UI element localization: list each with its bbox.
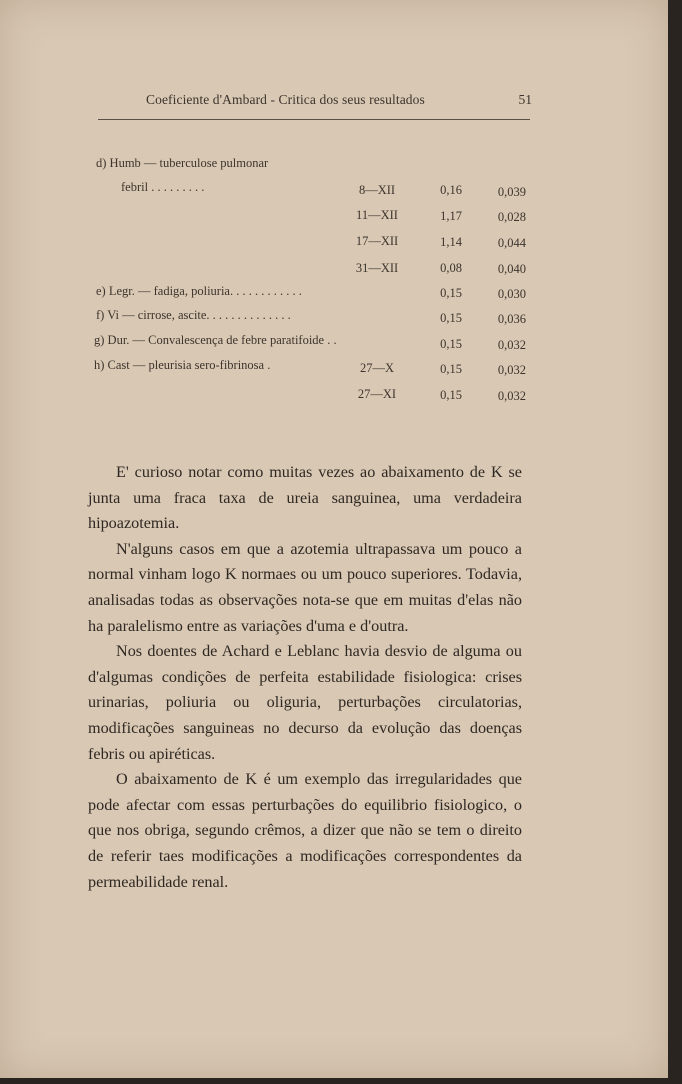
- table-row-value-1: 1,14: [440, 235, 462, 249]
- table-row-value-1: 0,15: [440, 311, 462, 325]
- table-row-value-2: 0,032: [497, 363, 526, 377]
- table-row-label: f) Vi — cirrose, ascite. . . . . . . . . . . . . .: [96, 308, 291, 322]
- table-row-date: 27—X: [359, 361, 395, 375]
- table-row-value-2: 0,040: [497, 262, 526, 276]
- table-row-value-1: 0,15: [440, 388, 462, 402]
- paragraph: N'alguns casos em que a azotemia ultrapassava um pouco a normal vinham logo K normaes ou um pouco superiores. Todavia, analisadas todas as observações nota-se que em muitas d'elas não ha paralelismo entre as variações d'uma e d'outra.: [88, 539, 522, 635]
- table-row-date: 27—XI: [357, 387, 397, 401]
- table-row-date: 8—XII: [358, 183, 396, 197]
- table-row-value-2: 0,039: [497, 185, 526, 199]
- table-row-date: 31—XII: [355, 261, 399, 275]
- table-row-value-2: 0,028: [497, 210, 526, 224]
- table-row-value-1: 0,08: [440, 261, 462, 275]
- table-row-value-1: 0,15: [440, 337, 462, 351]
- table-row-label: e) Legr. — fadiga, poliuria. . . . . . . . . . . .: [96, 284, 302, 298]
- paragraph: E' curioso notar como muitas vezes ao abaixamento de K se junta uma fraca taxa de ureia sanguinea, uma verdadeira hipoazotemia.: [88, 463, 522, 533]
- table-row-date: 17—XII: [355, 234, 399, 248]
- table-row-value-2: 0,032: [497, 389, 526, 403]
- table-row-date: 11—XII: [356, 208, 398, 222]
- table-row-label: febril . . . . . . . . .: [121, 180, 205, 194]
- body-text: [88, 460, 522, 895]
- table-row-label: d) Humb — tuberculose pulmonar: [96, 156, 269, 170]
- table-row-value-2: 0,044: [497, 236, 526, 250]
- table-row-value-1: 0,15: [440, 286, 462, 300]
- table-row-value-1: 1,17: [440, 209, 462, 223]
- page-number: 51: [518, 92, 532, 107]
- table-row-label: h) Cast — pleurisia sero-fibrinosa .: [94, 358, 271, 372]
- paragraph: O abaixamento de K é um exemplo das irregularidades que pode afectar com essas perturbações do equilibrio fisiologico, o que nos obriga, segundo crêmos, a dizer que não se tem o direito de referir taes modificações a modificações correspondentes da permeabilidade renal.: [88, 770, 522, 891]
- table-row-value-1: 0,15: [440, 362, 462, 376]
- table-row-value-2: 0,032: [497, 338, 526, 352]
- table-row-value-2: 0,036: [497, 312, 526, 326]
- results-table: [0, 0, 682, 420]
- running-title: Coeficiente d'Ambard - Critica dos seus resultados: [146, 92, 425, 107]
- table-row-value-2: 0,030: [497, 287, 526, 301]
- table-row-label: g) Dur. — Convalescença de febre paratifoide . .: [94, 333, 337, 347]
- paragraph: Nos doentes de Achard e Leblanc havia desvio de alguma ou d'algumas condições de perfeita estabilidade fisiologica: crises urinarias, poliuria ou oliguria, perturbações circulatorias, modificações sanguineas no decurso da evolução das doenças febris ou apiréticas.: [88, 642, 522, 763]
- table-row-value-1: 0,16: [440, 183, 462, 197]
